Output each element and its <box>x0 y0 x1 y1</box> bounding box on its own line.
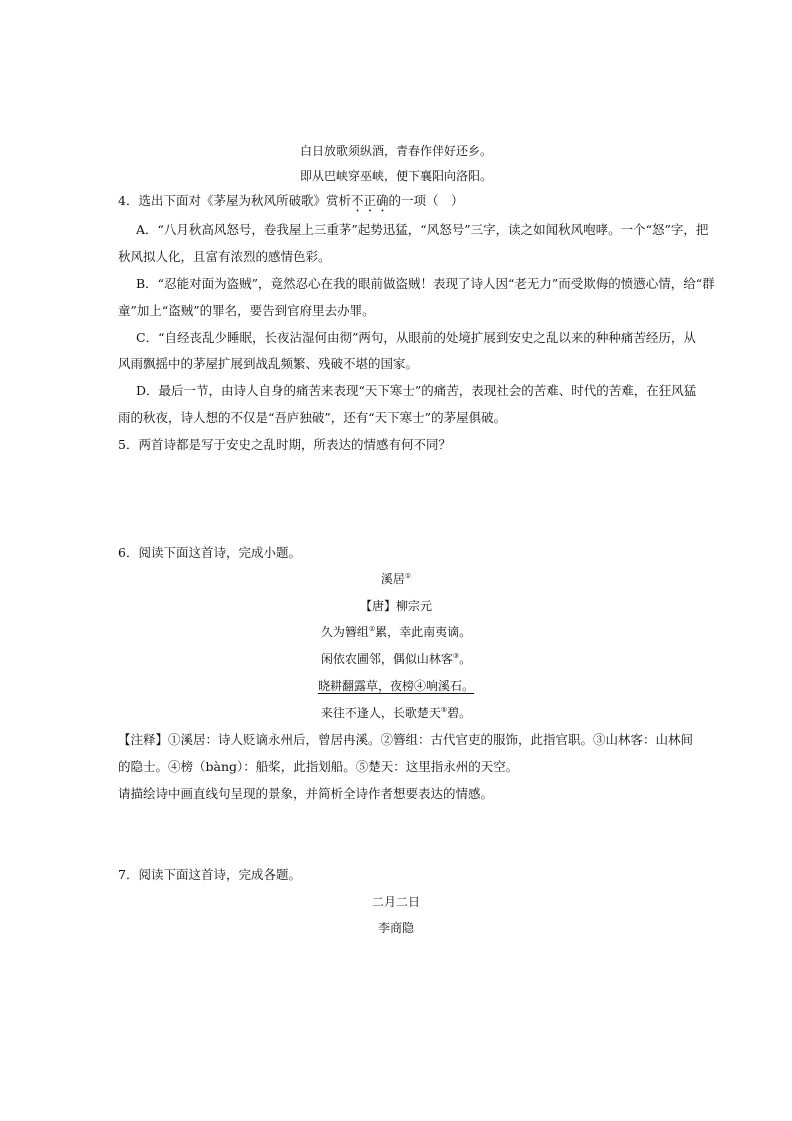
q6-poem-author: 【唐】柳宗元 <box>359 599 432 613</box>
q4-option-b-line1: B．“忍能对面为盗贼”，竟然忍心在我的眼前做盗贼！表现了诗人因“老无力”而受欺侮的愤懑心情，给“群 <box>136 276 715 291</box>
q4-option-d-line1: D．最后一节，由诗人自身的痛苦来表现“天下寒士”的痛苦，表现社会的苦难、时代的苦难，在狂风猛 <box>136 383 697 398</box>
q6-note-line2: 的隐士。④榜（bàng）：船桨，此指划船。⑤楚天：这里指永州的天空。 <box>118 759 519 774</box>
q4-option-a-line1: A．“八月秋高风怒号，卷我屋上三重茅”起势迅猛，“风怒号”三字，读之如闻秋风咆哮。一个“怒”字，把 <box>136 222 709 237</box>
q6-poem-line-1-sup: ② <box>368 625 376 633</box>
q6-title-footnote-mark: ① <box>404 572 412 580</box>
q7-poem-author: 李商隐 <box>377 921 414 935</box>
q4-option-c-line1: C．“自经丧乱少睡眠，长夜沾湿何由彻”两句，从眼前的处境扩展到安史之乱以来的种种痛苦经历，从 <box>136 330 696 345</box>
poem-prev-line-2: 即从巴峡穿巫峡，便下襄阳向洛阳。 <box>299 169 492 183</box>
q4-option-c-line2: 风雨飘摇中的茅屋扩展到战乱频繁、残破不堪的国家。 <box>118 356 419 371</box>
q6-poem-line-2-a: 闲依农圃邻，偶似山林客 <box>320 652 453 666</box>
q6-question: 请描绘诗中画直线句呈现的景象，并简析全诗作者想要表达的情感。 <box>118 786 494 801</box>
q6-poem-line-4-a: 来往不逢人，长歌楚天 <box>320 706 441 720</box>
q4-option-b-line2: 童”加上“盗贼”的罪名，要告到官府里去办罪。 <box>118 303 375 318</box>
q5-stem: 5．两首诗都是写于安史之乱时期，所表达的情感有何不同？ <box>118 437 451 452</box>
q7-poem-title: 二月二日 <box>371 895 420 909</box>
q6-poem-line-3-underlined <box>0 677 792 695</box>
q4-stem-pre: 4．选出下面对《茅屋为秋风所破歌》赏析 <box>118 193 351 208</box>
q6-poem-title-text: 溪居 <box>380 572 405 586</box>
q4-stem-dotted: 不正确 <box>350 193 389 208</box>
q6-note-line1: 【注释】①溪居：诗人贬谪永州后，曾居冉溪。②簪组：古代官吏的服饰，此指官职。③山林客：山林间 <box>118 732 694 747</box>
q4-option-d-line2: 雨的秋夜，诗人想的不仅是“吾庐独破”，还有“天下寒士”的茅屋俱破。 <box>118 410 507 425</box>
q7-prompt: 7．阅读下面这首诗，完成各题。 <box>118 867 301 882</box>
q6-prompt: 6．阅读下面这首诗，完成小题。 <box>118 545 301 560</box>
q6-poem-line-1-b: 累，幸此南夷谪。 <box>375 625 472 639</box>
poem-prev-line-1: 白日放歌须纵酒，青春作伴好还乡。 <box>299 144 492 158</box>
q4-stem <box>118 192 464 215</box>
q4-stem-post: 的一项（ ） <box>388 193 464 208</box>
q6-poem-line-1 <box>0 623 792 641</box>
q6-poem-line-1-a: 久为簪组 <box>320 625 369 639</box>
q6-poem-line-4-b: 碧。 <box>447 706 472 720</box>
q6-poem-line-3-a: 晓耕翻露草，夜榜④响溪石。 <box>317 679 474 693</box>
q6-poem-line-2-b: 。 <box>459 652 472 666</box>
q6-poem-line-2 <box>0 650 792 668</box>
q6-poem-line-2-sup: ③ <box>452 652 460 660</box>
q4-option-a-line2: 秋风拟人化，且富有浓烈的感情色彩。 <box>118 249 331 264</box>
q6-poem-title <box>0 570 792 588</box>
q6-poem-line-4-sup: ⑤ <box>440 706 448 714</box>
q6-poem-line-4 <box>0 704 792 722</box>
